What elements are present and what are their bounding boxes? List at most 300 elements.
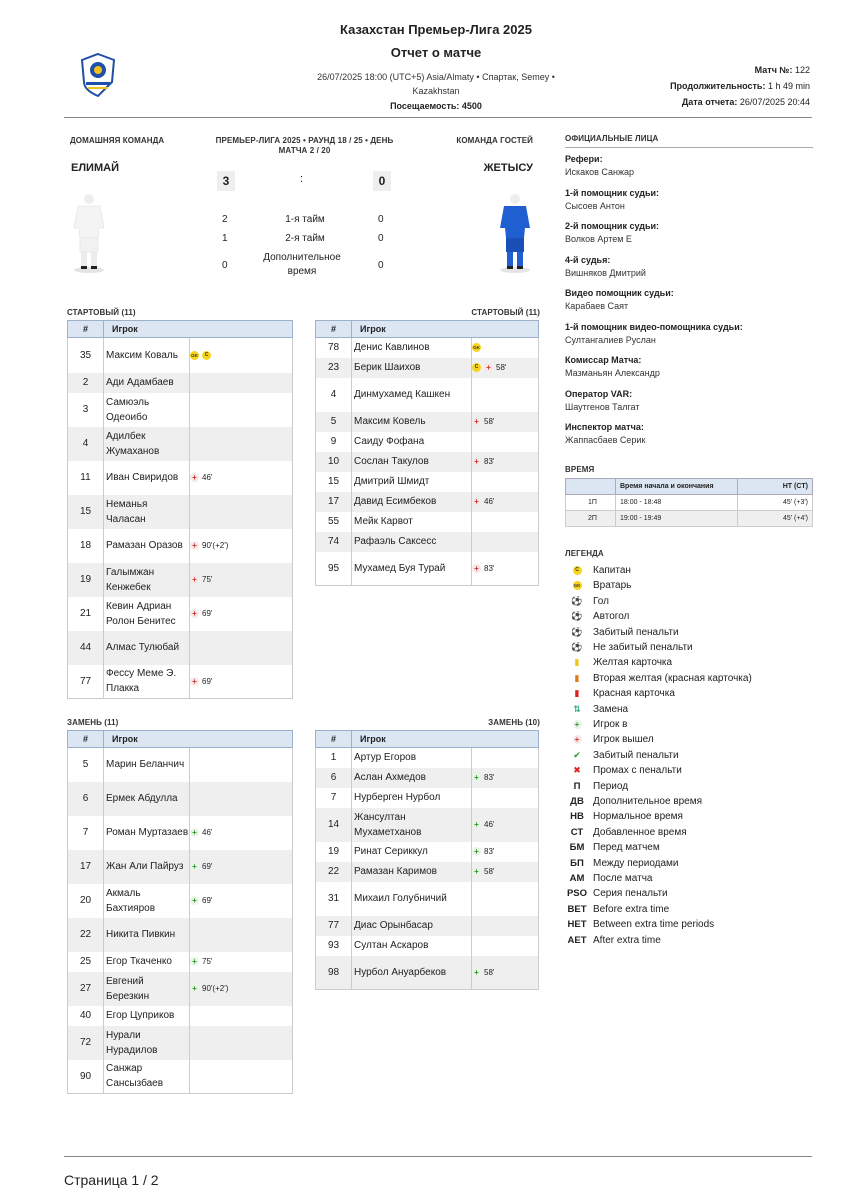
player-row [316,936,539,956]
legend-heading: ЛЕГЕНДА [565,549,604,558]
player-name: Максим Ковель [352,412,472,432]
player-events [190,850,293,884]
legend-item [565,748,679,763]
player-events [190,427,293,461]
player-row [316,472,539,492]
legend-label: Серия пенальти [593,888,668,900]
event-minute: 83' [484,563,495,573]
player-number: 27 [68,972,104,1006]
player-number: 78 [316,338,352,358]
player-events [472,378,539,412]
player-name: Ринат Сериккул [352,842,472,862]
player-name: Султан Аскаров [352,936,472,956]
player-row [68,563,293,597]
player-events [190,1060,293,1094]
event-minute: 46' [484,820,495,829]
officials-list [565,154,813,456]
player-name: Санжар Сансызбаев [104,1060,190,1094]
player-row [316,788,539,808]
player-row [316,532,539,552]
player-number: 5 [316,412,352,432]
time-ht: 45' (+4') [738,511,813,527]
player-row [68,665,293,699]
legend-item [565,563,631,578]
player-number: 5 [68,748,104,782]
player-out-icon: + [565,735,589,744]
time-period: 1П [566,495,616,511]
player-number: 40 [68,1006,104,1026]
own-goal-icon: ⚽ [571,611,583,622]
event-minute: 75' [202,575,213,584]
period-home: 0 [222,260,228,271]
player-out-icon: + [472,497,481,506]
player-number: 9 [316,432,352,452]
player-row [316,748,539,768]
home-team-label: ДОМАШНЯЯ КОМАНДА [70,136,165,145]
time-range: 19:00 - 19:49 [616,511,738,527]
legend-label: Капитан [593,565,631,576]
away-team-label: КОМАНДА ГОСТЕЙ [456,136,533,145]
player-events [190,918,293,952]
legend-abbreviation: ДВ [570,796,584,807]
col-number-header: # [68,321,104,338]
player-name: Мухамед Буя Турай [352,552,472,586]
player-number: 77 [68,665,104,699]
legend-abbreviation: BET [567,903,587,915]
player-out-icon: + [190,473,199,482]
player-row [68,393,293,427]
away-score: 0 [373,171,391,191]
player-events [190,461,293,495]
legend-abbreviation: БМ [569,842,585,854]
player-row [68,972,293,1006]
player-name: Рамазан Оразов [104,529,190,563]
legend-abbreviation: PSO [566,888,588,900]
player-events [190,1006,293,1026]
legend-abbreviation: БП [570,857,584,869]
player-number: 7 [316,788,352,808]
player-events [190,972,293,1006]
period-label: 1-я тайм [285,214,325,225]
event-minute: 46' [202,828,213,837]
penalty-scored-icon: ⚽ [571,626,583,637]
player-number: 17 [68,850,104,884]
legend-item [565,686,675,701]
official-entry [565,389,813,423]
event-minute: 83' [484,847,495,856]
penalty-shootout-missed-icon: ✖ [573,765,581,776]
player-number: 20 [68,884,104,918]
player-in-icon: + [565,720,589,729]
player-number: 93 [316,936,352,956]
legend-item [565,671,752,686]
player-name: Никита Пивкин [104,918,190,952]
event-minute: 69' [202,609,213,618]
col-player-header: Игрок [352,731,539,748]
event-minute: 69' [202,896,213,905]
event-minute: 83' [484,773,495,782]
period-away: 0 [378,233,384,244]
home-subs-table [67,730,293,1094]
player-name: Роман Муртазаев [104,816,190,850]
legend-label: Добавленное время [593,826,687,838]
event-minute: 75' [202,957,213,966]
player-name: Егор Ткаченко [104,952,190,972]
player-events [472,512,539,532]
player-row [316,916,539,936]
report-title: Казахстан Премьер-Лига 2025 [340,22,532,37]
official-entry [565,288,813,322]
player-name: Динмухамед Кашкен [352,378,472,412]
player-number: 74 [316,532,352,552]
player-events [190,338,293,373]
legend-item [565,732,654,747]
official-name: Шаутгенов Талгат [565,401,640,412]
legend-abbreviation: НВ [570,811,584,823]
player-events [190,952,293,972]
home-score: 3 [217,171,235,191]
event-minute: 58' [484,967,495,977]
player-number: 10 [316,452,352,472]
time-col-period [566,479,616,495]
captain-icon: C [472,363,481,372]
official-entry [565,422,813,456]
player-in-icon: + [472,820,481,829]
player-events [472,882,539,916]
round-info: ПРЕМЬЕР-ЛИГА 2025 • РАУНД 18 / 25 • ДЕНЬ МАТЧА 2 / 20 [215,136,394,155]
player-number: 19 [316,842,352,862]
time-heading: ВРЕМЯ [565,465,595,474]
away-starting-label: СТАРТОВЫЙ (11) [471,308,540,317]
score-separator: : [300,173,304,185]
home-starting-table [67,320,293,699]
legend-label: Красная карточка [593,688,675,700]
player-number: 23 [316,358,352,378]
home-team-name: ЕЛИМАЙ [71,162,119,174]
legend-label: Промах с пенальти [593,765,682,777]
player-name: Фессу Меме Э. Плакка [104,665,190,699]
legend-label: Замена [593,703,629,715]
player-name: Алмас Тулюбай [104,631,190,665]
legend-label: Автогол [593,611,630,623]
player-row [68,529,293,563]
player-events [472,432,539,452]
player-name: Денис Кавлинов [352,338,472,358]
legend-item [565,917,714,932]
player-name: Кевин Адриан Ролон Бенитес [104,597,190,631]
player-row [68,427,293,461]
player-row [68,495,293,529]
player-events [472,936,539,956]
player-name: Адилбек Жумаханов [104,427,190,461]
player-row [68,597,293,631]
player-name: Жан Али Пайруз [104,850,190,884]
player-number: 44 [68,631,104,665]
legend-item [565,825,687,840]
player-number: 11 [68,461,104,495]
legend-label: Дополнительное время [593,796,703,807]
player-in-icon: + [190,957,199,966]
goalkeeper-icon: GK [191,352,198,358]
legend-label: После матча [593,873,653,884]
player-name: Мейк Карвот [352,512,472,532]
player-events [472,338,539,358]
official-entry [565,322,813,356]
player-number: 4 [316,378,352,412]
legend-item [565,609,629,624]
col-number-header: # [68,731,104,748]
player-events [472,452,539,472]
player-events [472,532,539,552]
player-name: Неманья Чаласан [104,495,190,529]
official-name: Искаков Санжар [565,167,635,177]
player-row [68,373,293,393]
player-events [190,1026,293,1060]
player-name: Иван Свиридов [104,461,190,495]
penalty-shootout-scored-icon: ✔ [573,749,581,760]
official-entry [565,221,813,255]
official-name: Мазманьян Александр [565,368,660,378]
player-out-icon: + [484,363,493,372]
player-name: Нурберген Нурбол [352,788,472,808]
player-events [472,358,539,378]
player-number: 22 [68,918,104,952]
player-events [472,808,539,842]
period-label: Дополнительное время [263,252,341,277]
player-number: 35 [68,338,104,373]
player-events [190,665,293,699]
legend-item [565,840,660,855]
official-role: 4-й судья: [565,254,611,265]
player-events [190,816,293,850]
legend-label: Before extra time [593,903,670,915]
player-number: 21 [68,597,104,631]
officials-heading: ОФИЦИАЛЬНЫЕ ЛИЦА [565,134,659,143]
red-card-icon: ▮ [574,688,580,699]
legend-item [565,640,693,655]
official-name: Вишняков Дмитрий [565,267,646,278]
report-subtitle: Отчет о матче [390,45,482,60]
player-out-icon: + [472,457,481,466]
player-name: Артур Егоров [352,748,472,768]
player-number: 25 [68,952,104,972]
player-number: 6 [68,782,104,816]
col-number-header: # [316,321,352,338]
legend-label: Желтая карточка [593,657,673,669]
player-number: 77 [316,916,352,936]
player-row [68,1060,293,1094]
player-row [316,956,539,990]
event-minute: 69' [202,676,213,686]
time-col-ht: HT (CT) [738,479,813,495]
player-events [472,862,539,882]
match-meta: Матч №: 122 Продолжительность: 1 h 49 min Дата отчета: 26/07/2025 20:44 [670,65,810,107]
player-name: Нурали Нурадилов [104,1026,190,1060]
legend-abbreviation: AET [567,934,587,946]
player-row [68,782,293,816]
official-entry [565,255,813,289]
player-name: Марин Беланчич [104,748,190,782]
legend-abbreviation: АМ [569,873,585,884]
player-number: 98 [316,956,352,990]
legend-label: Вратарь [593,580,632,592]
goal-icon: ⚽ [571,595,583,606]
player-name: Рамазан Каримов [352,862,472,882]
player-number: 15 [316,472,352,492]
header-divider [64,117,812,118]
player-row [316,358,539,378]
player-row [316,378,539,412]
second-yellow-icon: ▮ [574,672,580,683]
player-row [316,842,539,862]
player-events [472,842,539,862]
legend-item [565,594,609,609]
player-row [68,338,293,373]
player-row [316,412,539,432]
player-number: 4 [68,427,104,461]
player-number: 7 [68,816,104,850]
player-in-icon: + [190,862,199,871]
player-events [472,748,539,768]
player-number: 3 [68,393,104,427]
event-minute: 58' [484,417,495,426]
player-number: 14 [316,808,352,842]
official-entry [565,355,813,389]
legend-item [565,625,679,640]
player-name: Диас Орынбасар [352,916,472,936]
player-events [472,916,539,936]
player-name: Давид Есимбеков [352,492,472,512]
player-row [68,850,293,884]
event-minute: 90'(+2') [202,984,229,993]
player-row [68,884,293,918]
official-entry [565,154,813,188]
player-events [472,552,539,586]
player-row [316,452,539,472]
player-name: Егор Цуприков [104,1006,190,1026]
official-name: Жаппасбаев Серик [565,435,646,445]
time-ht: 45' (+3') [738,495,813,511]
legend-item [565,779,628,794]
col-player-header: Игрок [352,321,539,338]
legend-abbreviation: СТ [570,826,584,838]
player-name: Ермек Абдулла [104,782,190,816]
player-row [316,338,539,358]
away-subs-table [315,730,539,990]
player-out-icon: + [190,541,199,550]
official-role: Рефери: [565,154,603,164]
col-number-header: # [316,731,352,748]
col-player-header: Игрок [104,731,293,748]
legend-label: Перед матчем [593,842,660,854]
footer-divider [64,1156,812,1157]
match-info: 26/07/2025 18:00 (UTC+5) Asia/Almaty • Спартак, Semey • Kazakhstan [317,72,555,96]
legend-item [565,655,672,670]
yellow-card-icon: ▮ [574,657,580,668]
player-out-icon: + [472,417,481,426]
player-name: Акмаль Бахтияров [104,884,190,918]
goalkeeper-icon: GK [573,583,581,589]
player-events [190,373,293,393]
player-row [316,768,539,788]
legend-item [565,717,627,732]
legend-label: Между периодами [593,857,679,869]
player-name: Сослан Такулов [352,452,472,472]
legend-label: Игрок вышел [593,734,654,746]
player-name: Максим Коваль [104,338,190,373]
time-period: 2П [566,511,616,527]
player-events [190,597,293,631]
legend-abbreviation: HET [567,919,587,931]
attendance: Посещаемость: 4500 [390,101,482,111]
legend-label: Between extra time periods [593,919,715,931]
player-row [68,461,293,495]
player-events [472,472,539,492]
player-events [190,631,293,665]
goalkeeper-icon: GK [473,345,480,351]
period-home: 2 [222,214,228,225]
player-row [68,816,293,850]
event-minute: 83' [484,457,495,466]
player-events [190,529,293,563]
player-number: 95 [316,552,352,586]
player-in-icon: + [472,867,481,876]
player-number: 72 [68,1026,104,1060]
player-events [190,748,293,782]
player-number: 18 [68,529,104,563]
official-role: Видео помощник судьи: [565,288,674,298]
official-role: 2-й помощник судьи: [565,221,660,231]
legend-label: Нормальное время [593,811,683,823]
period-away: 0 [378,214,384,225]
legend-item [565,702,628,717]
player-out-icon: + [472,564,481,573]
home-subs-label: ЗАМЕНЬ (11) [67,718,119,727]
player-name: Саиду Фофана [352,432,472,452]
player-number: 22 [316,862,352,882]
player-row [316,432,539,452]
legend-item [565,763,682,778]
player-number: 55 [316,512,352,532]
substitution-icon: ⇅ [573,703,581,714]
away-starting-table [315,320,539,586]
player-row [68,918,293,952]
player-events [190,782,293,816]
period-label: 2-я тайм [285,233,325,244]
player-events [190,563,293,597]
player-row [316,492,539,512]
player-events [190,884,293,918]
player-number: 2 [68,373,104,393]
away-kit-icon [498,192,532,279]
player-events [190,393,293,427]
player-row [68,631,293,665]
legend-label: Период [593,780,629,792]
player-in-icon: + [190,896,199,905]
legend-label: Вторая желтая (красная карточка) [593,672,752,684]
player-in-icon: + [190,828,199,837]
player-name: Берик Шаихов [352,358,472,378]
legend-label: Забитый пенальти [593,626,679,638]
player-row [316,882,539,916]
player-number: 31 [316,882,352,916]
event-minute: 46' [484,497,495,506]
time-range: 18:00 - 18:48 [616,495,738,511]
official-name: Карабаев Саят [565,301,629,311]
player-name: Михаил Голубничий [352,882,472,916]
league-logo [78,52,118,98]
official-name: Сысоев Антон [565,200,625,211]
